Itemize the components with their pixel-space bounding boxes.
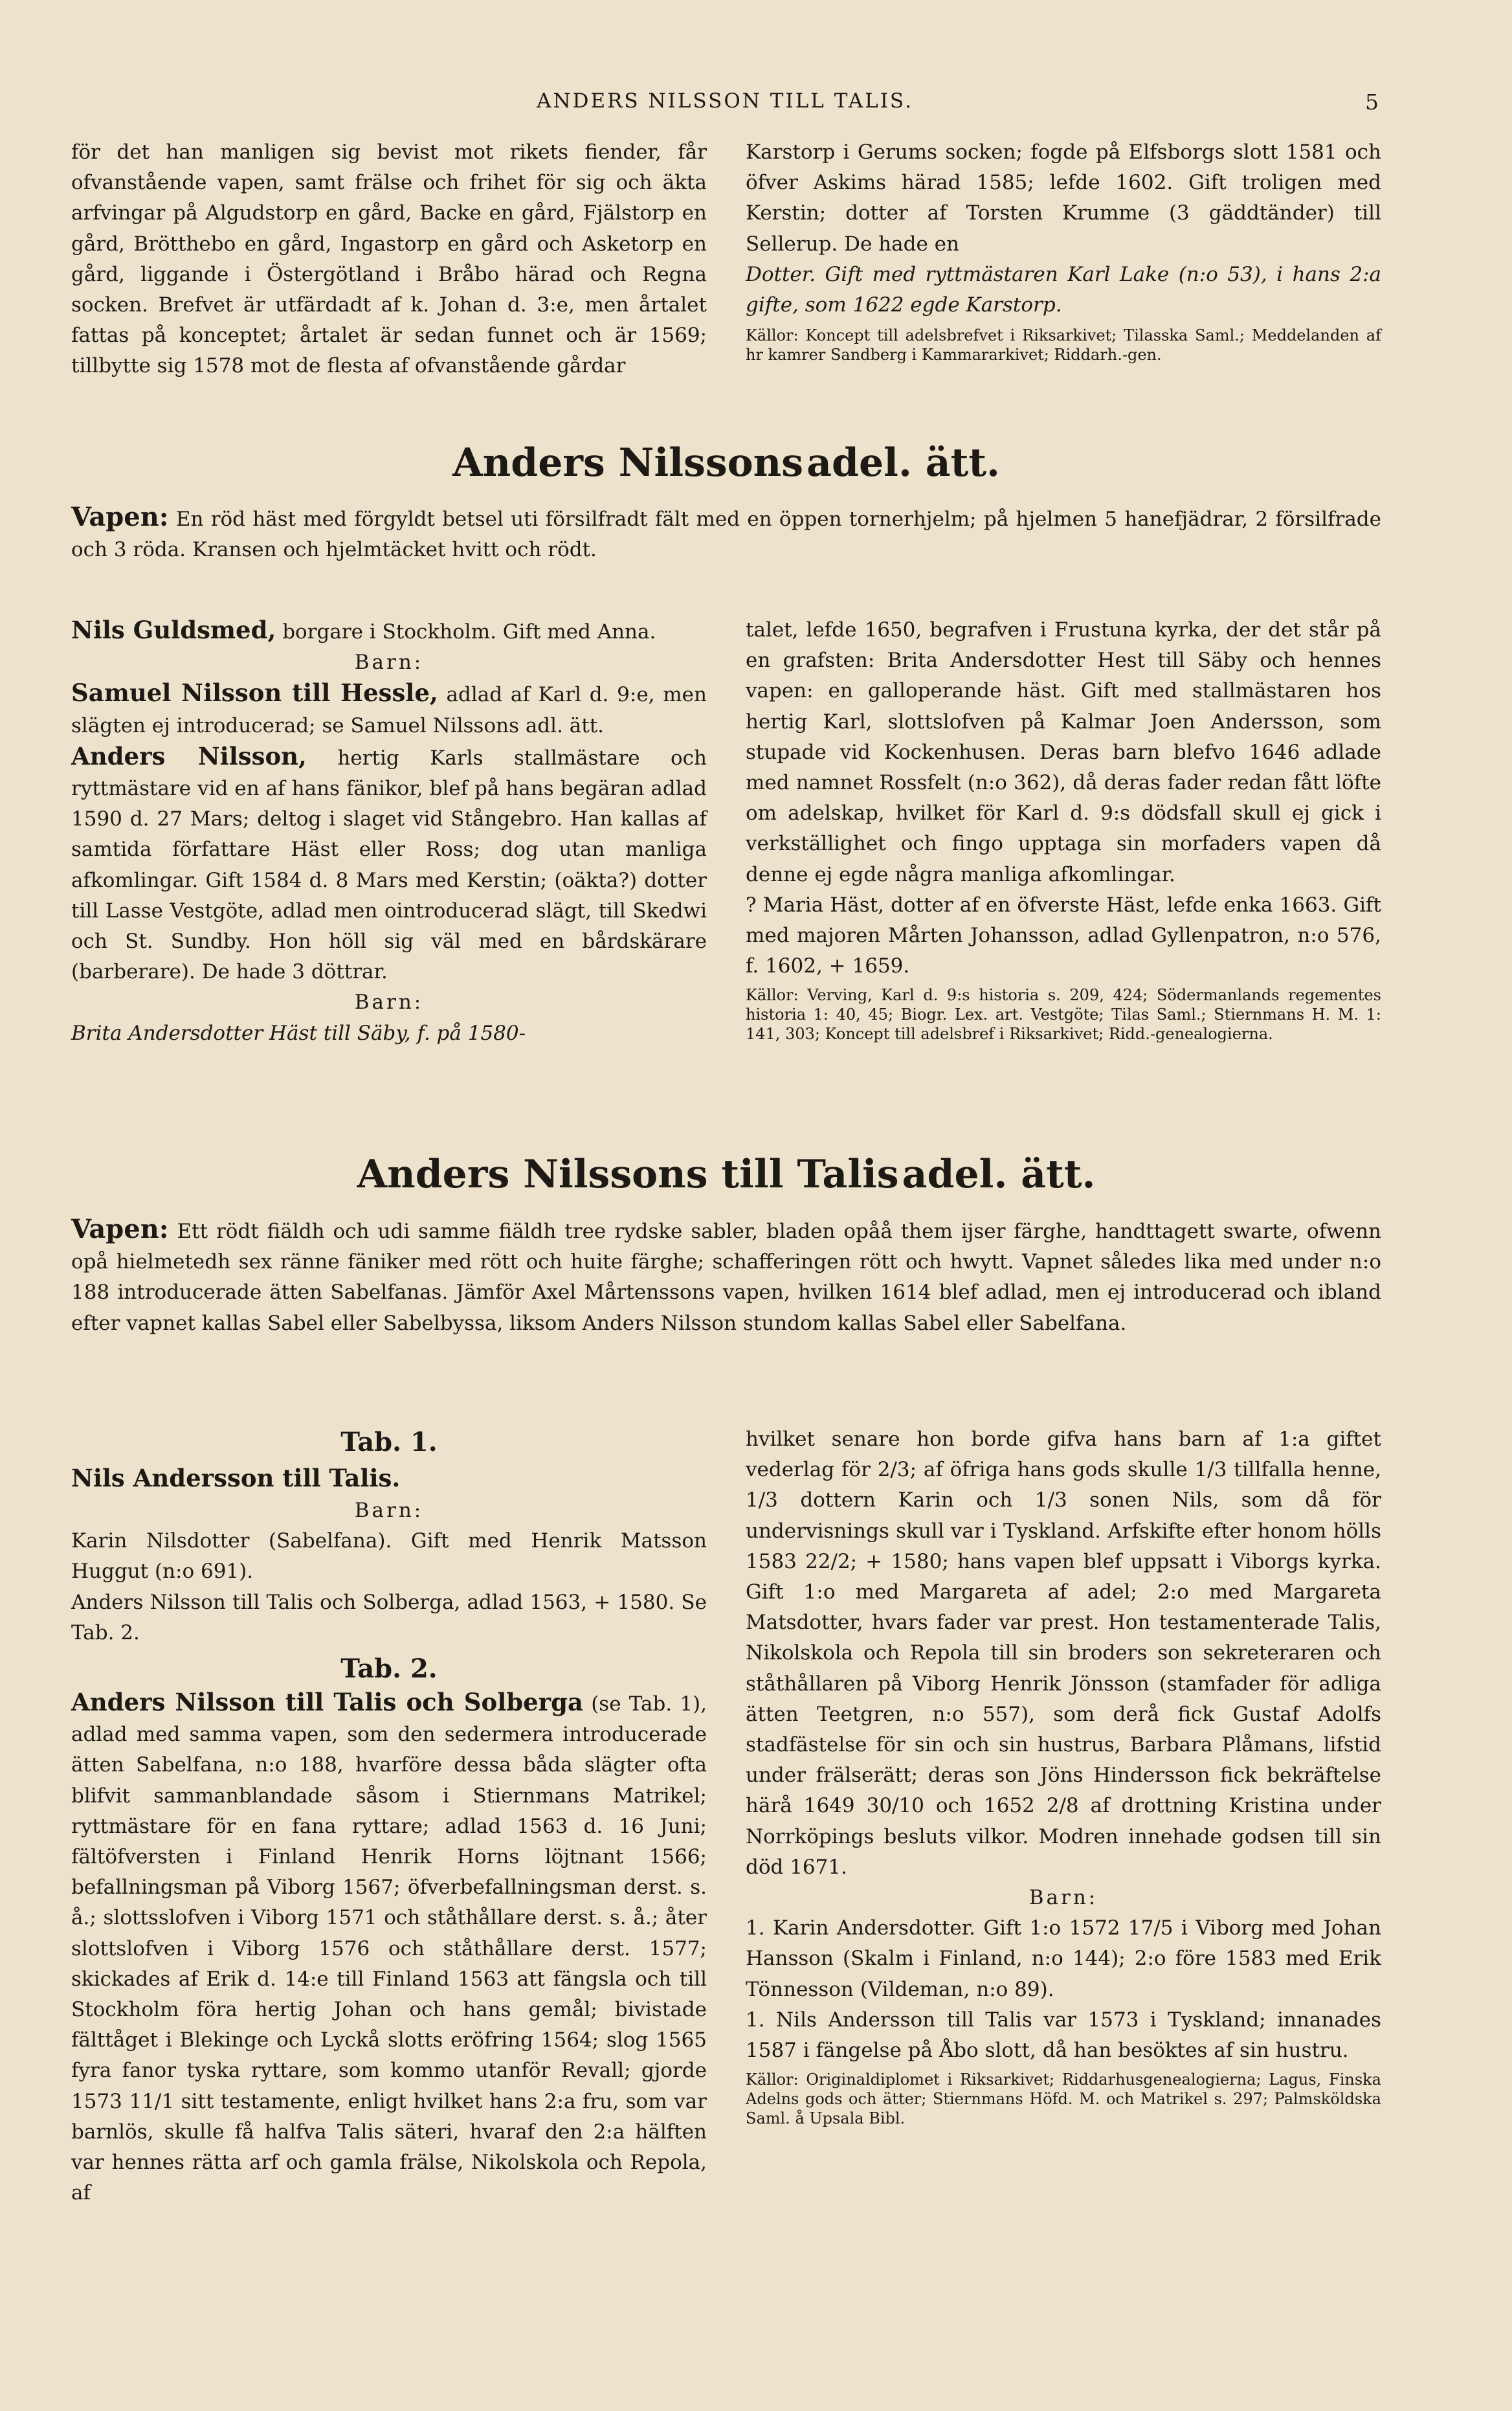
section1-right-column: [746, 615, 1381, 1044]
tab2-heading: Tab. 2.: [340, 1654, 438, 1685]
sources-note: Källor: Originaldiplomet i Riksarkivet; Riddarhusgenealogierna; Lagus, Finska Adelns gods och ätter; Stiernmans Höfd. M. och Matrikel s. 297; Palmsköldska Saml. å Upsala Bibl.: [746, 2070, 1381, 2128]
section2-right-column: [746, 1424, 1381, 2128]
section-title-suffix: adel. ätt.: [806, 440, 1000, 486]
tab2-text: (se Tab. 1), adlad med samma vapen, som den sedermera introducerade ätten Sabelfana, n:o 188, hvarföre dessa båda slägter ofta blifvit sammanblandade såsom i Stiernmans Matrikel; ryttmästare för en fana ryttare; adlad 1563 d. 16 Juni; fältöfversten i Finland Henrik Horns löjtnant 1566; befallningsman på Viborg 1567; öfverbefallningsman derst. s. å.; slottsslofven i Viborg 1571 och ståthållare derst. s. å.; åter slottslofven i Viborg 1576 och ståthållare derst. 1577; skickades af Erik d. 14:e till Finland 1563 att fängsla och till Stockholm föra hertig Johan och hans gemål; bivistade fälttåget i Blekinge och Lyckå slotts eröfring 1564; slog 1565 fyra fanor tyska ryttare, som kommo utanför Revall; gjorde 1573 11/1 sitt testamente, enligt hvilket hans 2:a fru, som var barnlös, skulle få halfva Talis säteri, hvaraf den 2:a hälften var hennes rätta arf och gamla frälse, Nikolskola och Repola, af: [71, 1692, 707, 2205]
sources-note: Källor: Koncept till adelsbrefvet i Riksarkivet; Tilasska Saml.; Meddelanden af hr kamrer Sandberg i Kammararkivet; Riddarh.-gen.: [746, 326, 1381, 364]
section2-left-column: [71, 1424, 707, 2208]
person-text: borgare i Stockholm. Gift med Anna.: [282, 620, 656, 644]
child-entry: 1. Nils Andersson till Talis var 1573 i Tyskland; innanades 1587 i fängelse på Åbo slott, då han besöktes af sin hustru.: [746, 2008, 1381, 2063]
dotter-entry: Dotter. Gift med ryttmästaren Karl Lake (n:o 53), i hans 2:a gifte, som 1622 egde Karstorp.: [746, 262, 1381, 317]
barn-label: Barn:: [354, 991, 424, 1015]
top-left-column: [71, 137, 707, 382]
vapen-text: Ett rödt fiäldh och udi samme fiäldh tree rydske sabler, bladen opåå them ijser färghe, handttagett swarte, ofwenn opå hielmetedh sex ränne fäniker med rött och huite färghe; schafferingen rött och hwytt. Vapnet således lika med under n:o 188 introducerade ätten Sabelfanas. Jämför Axel Mårtenssons vapen, hvilken 1614 blef adlad, men ej introducerad och ibland efter vapnet kallas Sabel eller Sabelbyssa, liksom Anders Nilsson stundom kallas Sabel eller Sabelfana.: [71, 1220, 1382, 1335]
person-name: Samuel Nilsson till Hessle,: [71, 678, 438, 708]
person-text: adlad af Karl d. 9:e, men slägten ej introducerad; se Samuel Nilssons adl. ätt.: [71, 683, 707, 737]
barn-label: Barn:: [354, 651, 424, 675]
barn-label: Barn:: [354, 1499, 424, 1522]
section-title: Anders Nilssons: [452, 440, 804, 486]
sources-note: Källor: Verving, Karl d. 9:s historia s. 209, 424; Södermanlands regementes historia 1: 40, 45; Biogr. Lex. art. Vestgöte; Tilas Saml.; Stiernmans H. M. 1: 141, 303; Koncept till adelsbref i Riksarkivet; Ridd.-genealogierna.: [746, 986, 1381, 1044]
section-title: Anders Nilssons till Talis: [357, 1152, 899, 1197]
vapen-label: Vapen:: [71, 502, 169, 532]
person-name: Anders Nilsson,: [71, 741, 307, 770]
child-entry: 1. Karin Andersdotter. Gift 1:o 1572 17/5 i Viborg med Johan Hansson (Skalm i Finland, n:o 144); 2:o före 1583 med Erik Tönnesson (Vildeman, n:o 89).: [746, 1916, 1381, 2001]
section-heading-anders-nilssons-till-talis: [71, 1150, 1381, 1198]
page-header: [71, 89, 1379, 128]
person-text: hertig Karls stallmästare och ryttmästare vid en af hans fänikor, blef på hans begäran adlad 1590 d. 27 Mars; deltog i slaget vid Stångebro. Han kallas af samtida författare Häst eller Ross; dog utan manliga afkomlingar. Gift 1584 d. 8 Mars med Kerstin; (oäkta?) dotter till Lasse Vestgöte, adlad men ointroducerad slägt, till Skedwi och St. Sundby. Hon höll sig väl med en bårdskärare (barberare). De hade 3 döttrar.: [71, 746, 707, 984]
tab2-name: Anders Nilsson till Talis och Solberga: [71, 1688, 583, 1717]
vapen-paragraph: [71, 502, 1381, 565]
vapen-label: Vapen:: [71, 1214, 169, 1244]
person-text: Brita Andersdotter Häst till Säby, f. på 1580-: [71, 1021, 526, 1045]
tab1-name: Nils Andersson till Talis.: [71, 1464, 401, 1492]
vapen-text: En röd häst med förgyldt betsel uti försilfradt fält med en öppen tornerhjelm; på hjelmen 5 hanefjädrar, 2 försilfrade och 3 röda. Kransen och hjelmtäcket hvitt och rödt.: [71, 508, 1381, 562]
maria-hast-entry: ? Maria Häst, dotter af en öfverste Häst, lefde enka 1663. Gift med majoren Mårten Johansson, adlad Gyllenpatron, n:o 576, f. 1602, + 1659.: [746, 893, 1381, 978]
section-heading-anders-nilssons: [71, 439, 1381, 487]
continuation-text: talet, lefde 1650, begrafven i Frustuna kyrka, der det står på en grafsten: Brita Andersdotter Hest till Säby och hennes vapen: en galloperande häst. Gift med stallmästaren hos hertig Karl, slottslofven på Kalmar Joen Andersson, som stupade vid Kockenhusen. Deras barn blefvo 1646 adlade med namnet Rossfelt (n:o 362), då deras fader redan fått löfte om adelskap, hvilket för Karl d. 9:s dödsfall skull ej gick i verkställighet och fingo upptaga sin morfaders vapen då denne ej egde några manliga afkomlingar.: [746, 618, 1381, 886]
continuation-text-right: Karstorp i Gerums socken; fogde på Elfsborgs slott 1581 och öfver Askims härad 1585; lefde 1602. Gift troligen med Kerstin; dotter af Torsten Krumme (3 gäddtänder) till Sellerup. De hade en: [746, 140, 1381, 256]
page-number: 5: [1365, 89, 1379, 115]
child-entry: Anders Nilsson till Talis och Solberga, adlad 1563, + 1580. Se Tab. 2.: [71, 1590, 707, 1644]
vapen-paragraph-2: [71, 1214, 1381, 1339]
section1-left-column: [71, 615, 707, 1049]
barn-label: Barn:: [1028, 1886, 1098, 1910]
person-name: Nils Guldsmed,: [71, 616, 276, 644]
continuation-text: hvilket senare hon borde gifva hans barn af 1:a giftet vederlag för 2/3; af öfriga hans gods skulle 1/3 tillfalla henne, 1/3 dottern Karin och 1/3 sonen Nils, som då för undervisnings skull var i Tyskland. Arfskifte efter honom hölls 1583 22/2; + 1580; hans vapen blef uppsatt i Viborgs kyrka. Gift 1:o med Margareta af adel; 2:o med Margareta Matsdotter, hvars fader var prest. Hon testamenterade Talis, Nikolskola och Repola till sin broders son sekreteraren och ståthållaren på Viborg Henrik Jönsson (stamfader för adliga ätten Teetgren, n:o 557), som derå fick Gustaf Adolfs stadfästelse för sin och sin hustrus, Barbara Plåmans, lifstid under frälserätt; deras son Jöns Hindersson fick bekräftelse härå 1649 30/10 och 1652 2/8 af drottning Kristina under Norrköpings besluts vilkor. Modren innehade godsen till sin död 1671.: [746, 1428, 1381, 1879]
running-title: ANDERS NILSSON TILL TALIS.: [537, 89, 913, 113]
continuation-text: för det han manligen sig bevist mot rikets fiender, får ofvanstående vapen, samt frälse och frihet för sig och äkta arfvingar på Algudstorp en gård, Backe en gård, Fjälstorp en gård, Brötthebo en gård, Ingastorp en gård och Asketorp en gård, liggande i Östergötland i Bråbo härad och Regna socken. Brefvet är utfärdadt af k. Johan d. 3:e, men årtalet fattas på konceptet; årtalet är sedan funnet och är 1569; tillbytte sig 1578 mot de flesta af ofvanstående gårdar: [71, 140, 707, 378]
section-title-suffix: adel. ätt.: [902, 1152, 1096, 1197]
tab1-heading: Tab. 1.: [340, 1427, 438, 1457]
top-right-column: [746, 137, 1381, 364]
child-entry: Karin Nilsdotter (Sabelfana). Gift med Henrik Matsson Huggut (n:o 691).: [71, 1529, 707, 1584]
